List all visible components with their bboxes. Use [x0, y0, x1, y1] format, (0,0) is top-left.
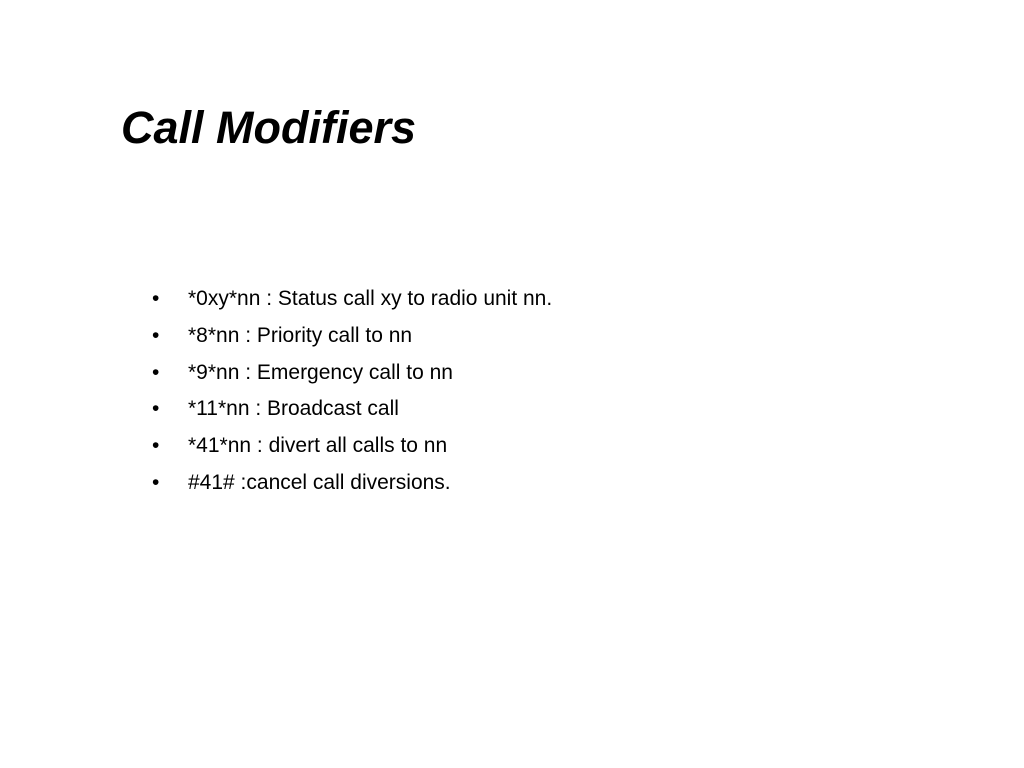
slide-title: Call Modifiers	[121, 102, 417, 153]
bullet-point-icon: •	[152, 397, 160, 421]
bullet-text: *11*nn : Broadcast call	[188, 397, 399, 421]
bullet-text: *41*nn : divert all calls to nn	[188, 434, 448, 458]
bullet-point-icon: •	[152, 323, 160, 347]
bullet-point-icon: •	[152, 434, 160, 458]
bullet-point-icon: •	[152, 287, 160, 310]
bullet-point-icon: •	[152, 470, 160, 494]
bullet-text: *8*nn : Priority call to nn	[188, 323, 413, 347]
bullet-text: *0xy*nn : Status call xy to radio unit nn.	[188, 287, 553, 310]
bullet-text: *9*nn : Emergency call to nn	[188, 360, 453, 384]
bullet-point-icon: •	[152, 360, 160, 384]
bullet-text: #41# :cancel call diversions.	[188, 470, 451, 494]
